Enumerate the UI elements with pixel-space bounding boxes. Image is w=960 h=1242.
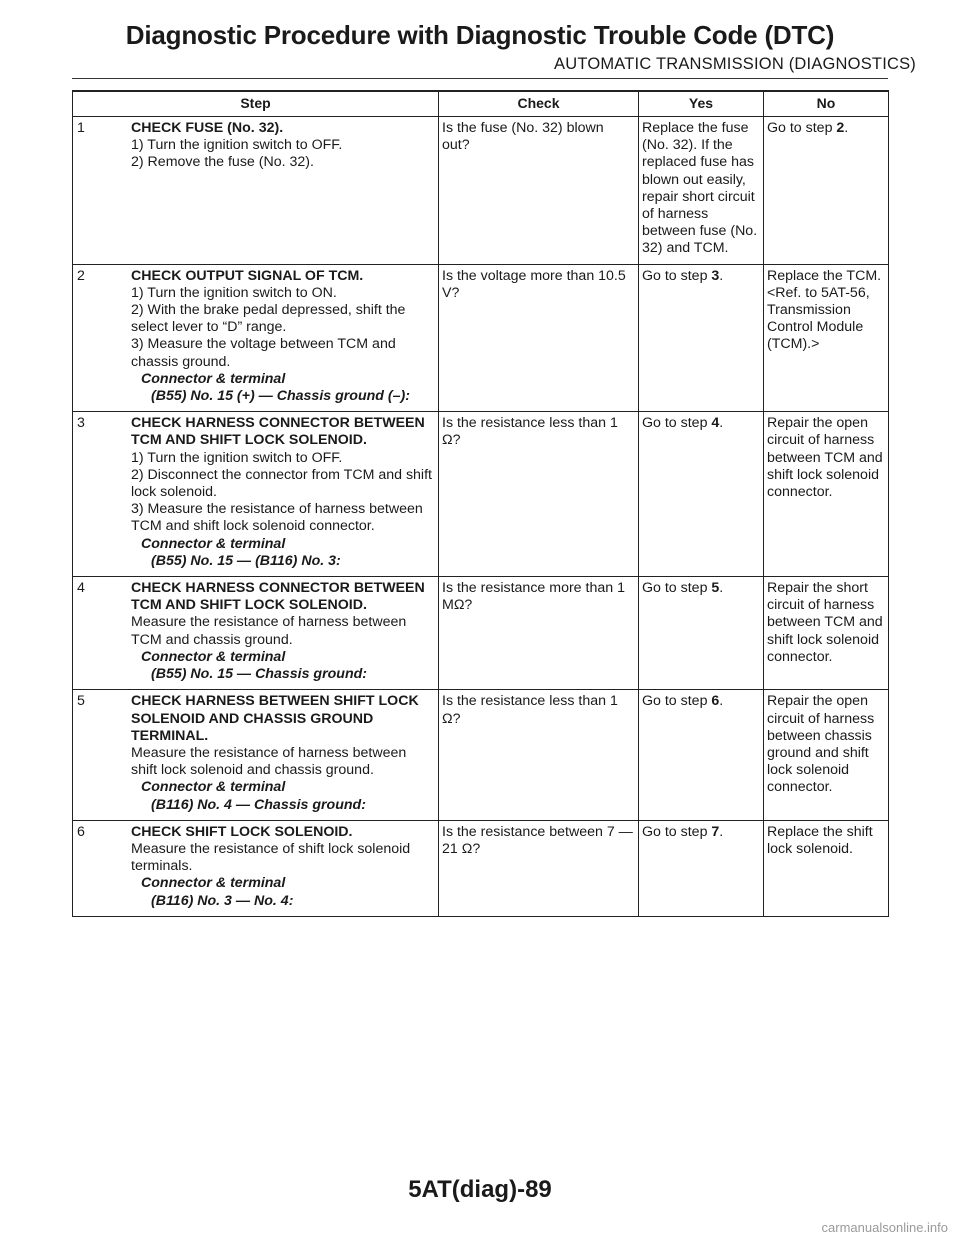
connector-label: Connector & terminal <box>141 370 286 387</box>
step-reference: 5 <box>711 580 720 597</box>
no-action: Go to step 2. <box>767 120 849 136</box>
step-instruction: Measure the resistance of harness between shift lock solenoid and chassis ground. <box>131 744 407 779</box>
step-instruction: 1) Turn the ignition switch to OFF. <box>131 449 343 466</box>
step-number: 2 <box>77 267 85 284</box>
connector-terminal: (B116) No. 4 — Chassis ground: <box>151 796 366 813</box>
no-action: Repair the short circuit of harness between TCM and shift lock solenoid connector. <box>767 580 883 665</box>
step-instruction: Measure the resistance of harness between TCM and chassis ground. <box>131 614 407 648</box>
table-row <box>73 264 889 412</box>
yes-action: Go to step 3. <box>642 267 724 284</box>
connector-terminal: (B55) No. 15 (+) — Chassis ground (–): <box>151 388 410 405</box>
step-title: CHECK HARNESS BETWEEN SHIFT LOCK SOLENOID AND CHASSIS GROUND TERMINAL. <box>131 693 419 744</box>
column-header-check: Check <box>439 91 639 117</box>
step-number: 4 <box>77 580 85 597</box>
column-header-no: No <box>764 91 889 117</box>
step-instruction: 1) Turn the ignition switch to ON. <box>131 284 337 301</box>
watermark: carmanualsonline.info <box>821 1220 948 1235</box>
page-title: Diagnostic Procedure with Diagnostic Trouble Code (DTC) <box>125 20 835 50</box>
yes-action: Go to step 7. <box>642 823 724 840</box>
column-header-step: Step <box>73 91 439 117</box>
step-number: 6 <box>77 823 85 840</box>
step-title: CHECK SHIFT LOCK SOLENOID. <box>131 823 353 840</box>
no-action: Replace the shift lock solenoid. <box>767 823 873 857</box>
yes-action: Go to step 4. <box>642 415 724 432</box>
column-header-yes: Yes <box>639 91 764 117</box>
step-title: CHECK HARNESS CONNECTOR BETWEEN TCM AND SHIFT LOCK SOLENOID. <box>131 415 425 449</box>
connector-terminal: (B55) No. 15 — (B116) No. 3: <box>151 552 341 569</box>
step-reference: 2 <box>836 120 845 136</box>
step-number: 1 <box>77 120 85 136</box>
step-reference: 3 <box>711 267 720 284</box>
table-row <box>73 690 889 820</box>
connector-label: Connector & terminal <box>141 648 286 665</box>
connector-label: Connector & terminal <box>141 779 286 796</box>
step-reference: 7 <box>711 823 720 840</box>
connector-label: Connector & terminal <box>141 535 286 552</box>
step-instruction: 2) Disconnect the connector from TCM and shift lock solenoid. <box>131 466 432 501</box>
section-subtitle: AUTOMATIC TRANSMISSION (DIAGNOSTICS) <box>554 55 916 73</box>
table-row <box>73 577 889 690</box>
step-reference: 4 <box>711 415 720 432</box>
step-instruction: 3) Measure the resistance of harness between TCM and shift lock solenoid connector. <box>131 501 423 535</box>
check-question: Is the voltage more than 10.5 V? <box>442 267 626 301</box>
table-row <box>73 820 889 916</box>
step-instruction: Measure the resistance of shift lock solenoid terminals. <box>131 840 411 875</box>
no-action: Replace the TCM. <Ref. to 5AT-56, Transmission Control Module (TCM).> <box>767 267 882 353</box>
no-action: Repair the open circuit of harness between TCM and shift lock solenoid connector. <box>767 415 883 501</box>
step-number: 5 <box>77 693 85 710</box>
yes-action: Go to step 6. <box>642 693 724 710</box>
check-question: Is the resistance between 7 — 21 Ω? <box>442 823 633 857</box>
connector-terminal: (B55) No. 15 — Chassis ground: <box>151 666 367 683</box>
diagnostic-table <box>72 90 889 917</box>
step-instruction: 2) Remove the fuse (No. 32). <box>131 154 314 171</box>
connector-terminal: (B116) No. 3 — No. 4: <box>151 892 294 909</box>
check-question: Is the resistance less than 1 Ω? <box>442 415 618 449</box>
check-question: Is the resistance less than 1 Ω? <box>442 693 618 727</box>
table-row <box>73 117 889 265</box>
no-action: Repair the open circuit of harness between chassis ground and shift lock solenoid connector. <box>767 693 875 796</box>
step-number: 3 <box>77 415 85 432</box>
header-divider <box>72 78 888 79</box>
table-row <box>73 412 889 577</box>
step-instruction: 2) With the brake pedal depressed, shift the select lever to “D” range. <box>131 302 406 336</box>
table-header-row <box>73 91 889 117</box>
page-number: 5AT(diag)-89 <box>408 1176 552 1203</box>
yes-action: Replace the fuse (No. 32). If the replaced fuse has blown out easily, repair short circuit of harness between fuse (No. 32) and TCM. <box>642 120 758 257</box>
step-title: CHECK FUSE (No. 32). <box>131 120 284 136</box>
check-question: Is the fuse (No. 32) blown out? <box>442 120 604 154</box>
check-question: Is the resistance more than 1 MΩ? <box>442 580 625 614</box>
step-instruction: 3) Measure the voltage between TCM and chassis ground. <box>131 336 396 370</box>
step-title: CHECK HARNESS CONNECTOR BETWEEN TCM AND SHIFT LOCK SOLENOID. <box>131 580 425 614</box>
yes-action: Go to step 5. <box>642 580 724 597</box>
step-instruction: 1) Turn the ignition switch to OFF. <box>131 137 343 154</box>
connector-label: Connector & terminal <box>141 875 286 892</box>
step-reference: 6 <box>711 693 720 710</box>
step-title: CHECK OUTPUT SIGNAL OF TCM. <box>131 267 364 284</box>
